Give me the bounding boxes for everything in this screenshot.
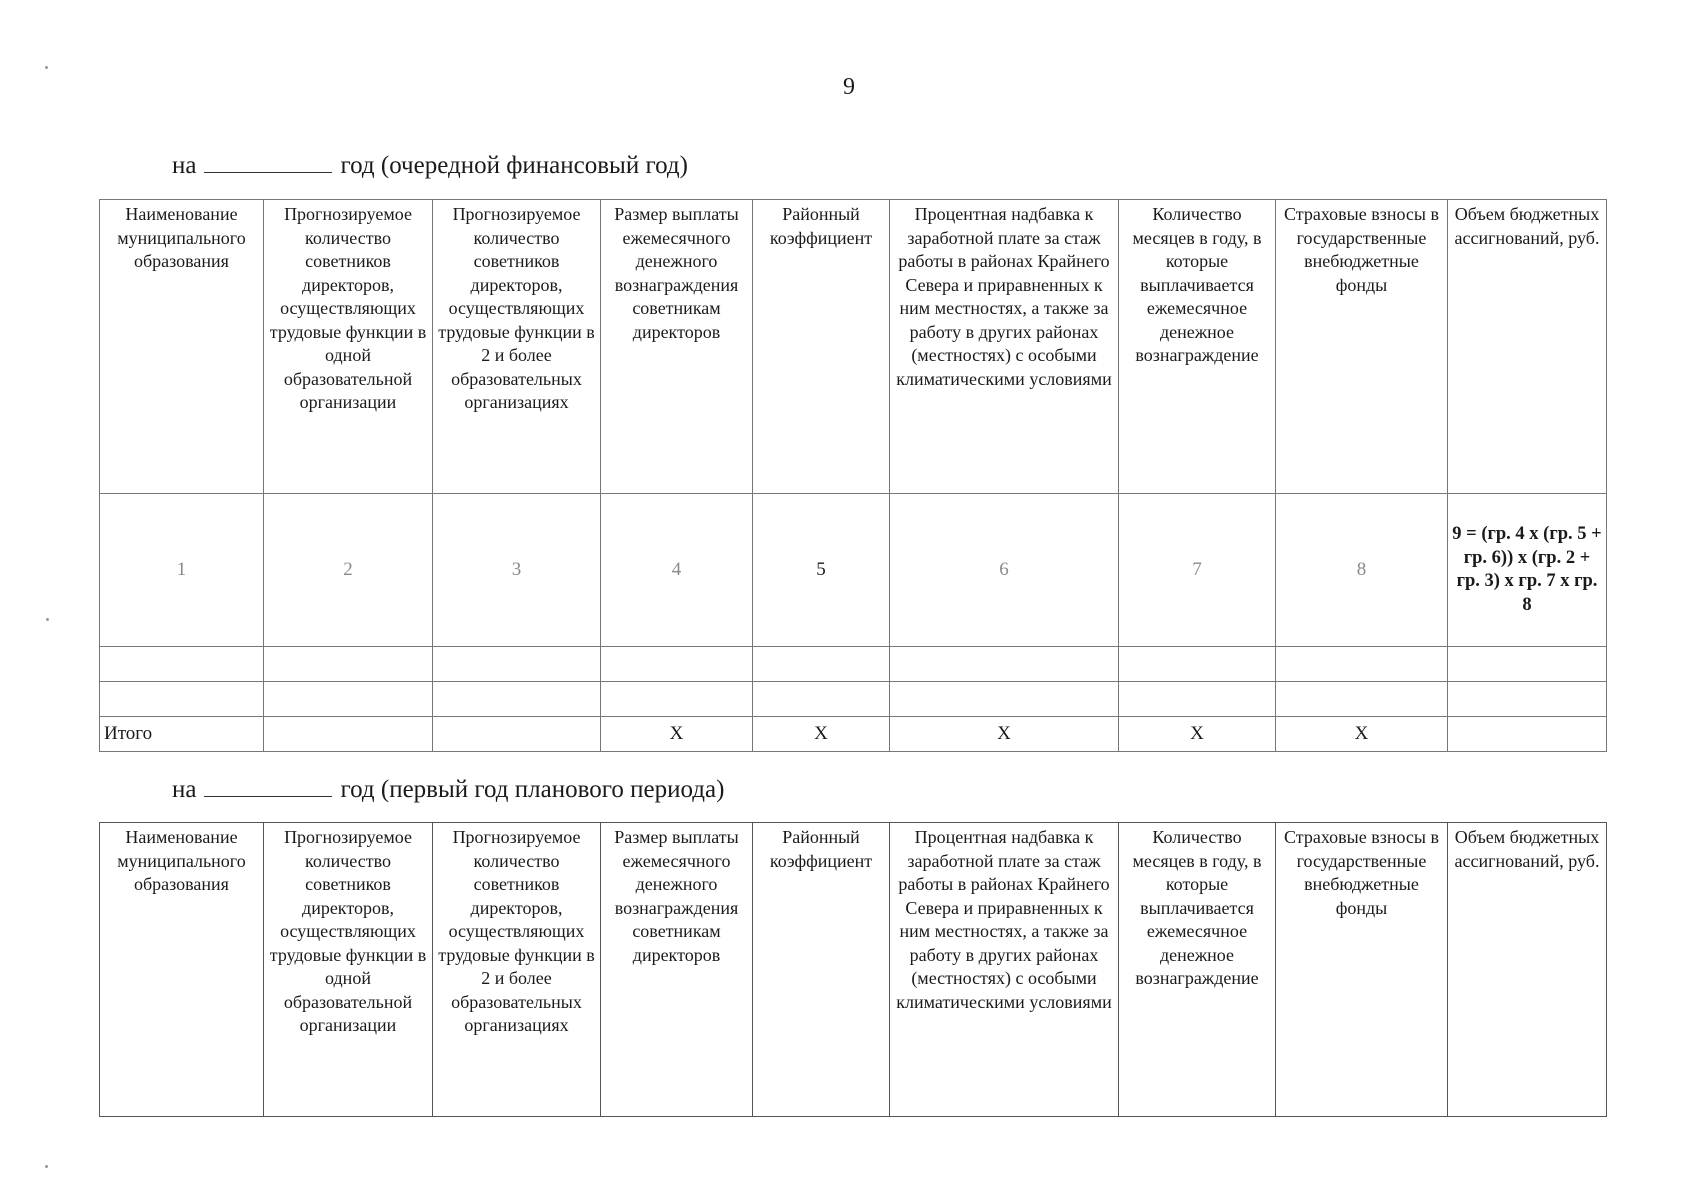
- empty-cell[interactable]: [433, 682, 601, 717]
- total-cell: Х: [753, 717, 890, 752]
- column-number-7: 7: [1119, 494, 1276, 647]
- empty-cell[interactable]: [753, 682, 890, 717]
- empty-cell[interactable]: [601, 647, 753, 682]
- section-title-1: [172, 150, 688, 180]
- table-1-header-row: [100, 200, 1607, 494]
- header-district-coefficient: Районный коэффициент: [753, 823, 890, 1117]
- empty-cell[interactable]: [1276, 682, 1448, 717]
- header-payment-size: Размер выплаты ежемесячного денежного вознаграждения советникам директоров: [601, 823, 753, 1117]
- header-northern-allowance: Процентная надбавка к заработной плате за стаж работы в районах Крайнего Севера и приравненных к ним местностях, а также за работу в других районах (местностях) с особыми климатическими условиями: [890, 823, 1119, 1117]
- header-months-count: Количество месяцев в году, в которые выплачивается ежемесячное денежное вознаграждение: [1119, 200, 1276, 494]
- empty-cell[interactable]: [890, 647, 1119, 682]
- column-number-5: 5: [753, 494, 890, 647]
- budget-table-1: [99, 199, 1607, 752]
- year-blank-2[interactable]: [204, 774, 332, 797]
- header-payment-size: Размер выплаты ежемесячного денежного вознаграждения советникам директоров: [601, 200, 753, 494]
- total-cell: Х: [601, 717, 753, 752]
- total-cell[interactable]: [264, 717, 433, 752]
- column-number-9-formula: 9 = (гр. 4 х (гр. 5 + гр. 6)) х (гр. 2 + гр. 3) х гр. 7 х гр. 8: [1448, 494, 1607, 647]
- header-advisors-one-org: Прогнозируемое количество советников директоров, осуществляющих трудовые функции в одной образовательной организации: [264, 200, 433, 494]
- column-number-3: 3: [433, 494, 601, 647]
- section-title-1-prefix: на: [172, 152, 197, 179]
- total-cell[interactable]: [1448, 717, 1607, 752]
- column-number-6: 6: [890, 494, 1119, 647]
- column-number-2: 2: [264, 494, 433, 647]
- empty-cell[interactable]: [1276, 647, 1448, 682]
- table-1-total-row: [100, 717, 1607, 752]
- empty-cell[interactable]: [100, 647, 264, 682]
- header-insurance-contributions: Страховые взносы в государственные внебюджетные фонды: [1276, 823, 1448, 1117]
- section-title-2-suffix: год (первый год планового периода): [340, 776, 725, 803]
- header-insurance-contributions: Страховые взносы в государственные внебюджетные фонды: [1276, 200, 1448, 494]
- empty-cell[interactable]: [433, 647, 601, 682]
- column-number-1: 1: [100, 494, 264, 647]
- empty-cell[interactable]: [753, 647, 890, 682]
- header-district-coefficient: Районный коэффициент: [753, 200, 890, 494]
- table-1-empty-row: [100, 647, 1607, 682]
- empty-cell[interactable]: [100, 682, 264, 717]
- header-advisors-one-org: Прогнозируемое количество советников директоров, осуществляющих трудовые функции в одной образовательной организации: [264, 823, 433, 1117]
- scan-speck: [45, 66, 48, 69]
- scan-speck: [45, 1165, 48, 1168]
- total-cell: Х: [1119, 717, 1276, 752]
- header-northern-allowance: Процентная надбавка к заработной плате за стаж работы в районах Крайнего Севера и приравненных к ним местностях, а также за работу в других районах (местностях) с особыми климатическими условиями: [890, 200, 1119, 494]
- table-1-empty-row: [100, 682, 1607, 717]
- header-municipality: Наименование муниципального образования: [100, 823, 264, 1117]
- section-title-1-suffix: год (очередной финансовый год): [340, 152, 688, 179]
- header-months-count: Количество месяцев в году, в которые выплачивается ежемесячное денежное вознаграждение: [1119, 823, 1276, 1117]
- section-title-2: [172, 774, 724, 804]
- table-1-column-number-row: [100, 494, 1607, 647]
- scan-speck: [46, 618, 49, 621]
- header-advisors-multi-org: Прогнозируемое количество советников директоров, осуществляющих трудовые функции в 2 и более образовательных организациях: [433, 823, 601, 1117]
- header-municipality: Наименование муниципального образования: [100, 200, 264, 494]
- header-budget-volume: Объем бюджетных ассигнований, руб.: [1448, 823, 1607, 1117]
- total-cell: Х: [1276, 717, 1448, 752]
- empty-cell[interactable]: [1119, 647, 1276, 682]
- total-label: Итого: [100, 717, 264, 752]
- header-advisors-multi-org: Прогнозируемое количество советников директоров, осуществляющих трудовые функции в 2 и более образовательных организациях: [433, 200, 601, 494]
- empty-cell[interactable]: [1119, 682, 1276, 717]
- total-cell: Х: [890, 717, 1119, 752]
- year-blank-1[interactable]: [204, 150, 332, 173]
- column-number-4: 4: [601, 494, 753, 647]
- column-number-8: 8: [1276, 494, 1448, 647]
- total-cell[interactable]: [433, 717, 601, 752]
- empty-cell[interactable]: [1448, 647, 1607, 682]
- page-number: 9: [843, 74, 855, 100]
- empty-cell[interactable]: [1448, 682, 1607, 717]
- budget-table-2: [99, 822, 1607, 1117]
- empty-cell[interactable]: [601, 682, 753, 717]
- empty-cell[interactable]: [890, 682, 1119, 717]
- section-title-2-prefix: на: [172, 776, 197, 803]
- empty-cell[interactable]: [264, 647, 433, 682]
- header-budget-volume: Объем бюджетных ассигнований, руб.: [1448, 200, 1607, 494]
- empty-cell[interactable]: [264, 682, 433, 717]
- table-2-header-row: [100, 823, 1607, 1117]
